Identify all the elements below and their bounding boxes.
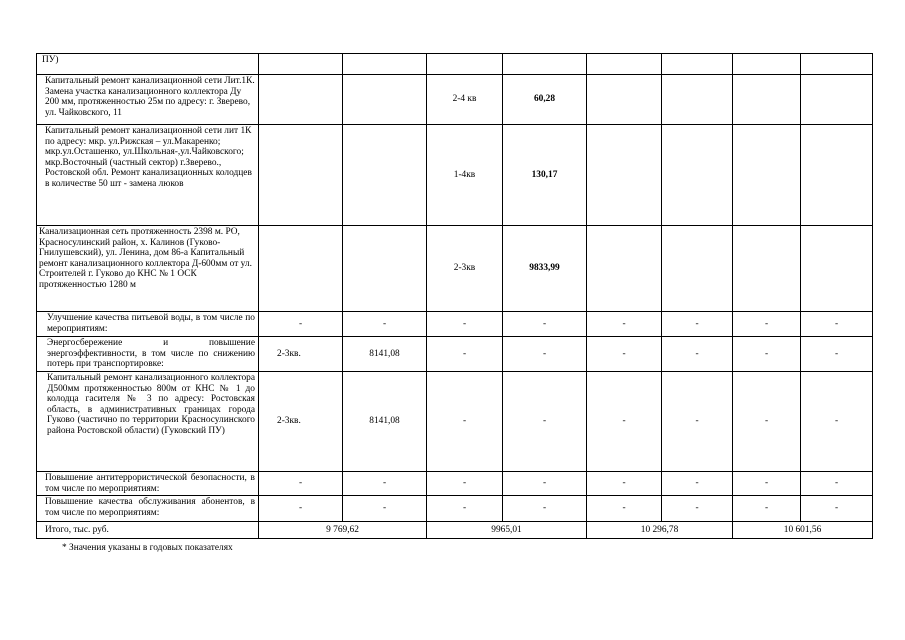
- cell: 1-4кв: [427, 125, 503, 226]
- footnote: * Значения указаны в годовых показателях: [62, 543, 233, 553]
- cell: -: [503, 337, 587, 372]
- total-year-2: 9965,01: [427, 522, 587, 539]
- cell: -: [587, 372, 662, 472]
- cell: -: [733, 337, 801, 372]
- cell: [587, 54, 662, 75]
- row-description: Капитальный ремонт канализационного коллектора Д500мм протяженностью 800м от КНС № 1 до колодца гасителя № 3 по адресу: Ростовская область, в административных границах города Гуково (частично по территории Красносулинского района Ростовской области) (Гуковский ПУ): [37, 372, 259, 472]
- cell: -: [801, 372, 873, 472]
- cell: -: [801, 337, 873, 372]
- cell: [427, 54, 503, 75]
- cell: -: [801, 496, 873, 522]
- cell: 130,17: [503, 125, 587, 226]
- cell: [801, 125, 873, 226]
- cell: -: [662, 312, 733, 337]
- cell: -: [662, 472, 733, 496]
- row-description: Повышение антитеррористической безопасности, в том числе по мероприятиям:: [37, 472, 259, 496]
- table-row: [37, 125, 873, 226]
- cell: [662, 226, 733, 312]
- cell: 2-3кв.: [259, 337, 343, 372]
- cell: [259, 125, 343, 226]
- cell: -: [587, 312, 662, 337]
- cell: [343, 54, 427, 75]
- cell: 8141,08: [343, 337, 427, 372]
- table-row: [37, 54, 873, 75]
- cell: [801, 226, 873, 312]
- cell: 8141,08: [343, 372, 427, 472]
- cell: -: [587, 337, 662, 372]
- cell: -: [662, 372, 733, 472]
- cell: -: [801, 312, 873, 337]
- cell: [662, 125, 733, 226]
- row-description: Повышение качества обслуживания абонентов, в том числе по мероприятиям:: [37, 496, 259, 522]
- cell: -: [587, 496, 662, 522]
- cell: -: [427, 472, 503, 496]
- total-year-4: 10 601,56: [733, 522, 873, 539]
- cell: [733, 226, 801, 312]
- cell: -: [427, 372, 503, 472]
- cell: -: [343, 496, 427, 522]
- cell: -: [343, 472, 427, 496]
- cell: 2-3кв.: [259, 372, 343, 472]
- total-row: [37, 522, 873, 539]
- table-row: [37, 337, 873, 372]
- cell: -: [503, 472, 587, 496]
- total-year-1: 9 769,62: [259, 522, 427, 539]
- cell: -: [503, 312, 587, 337]
- cell: [733, 54, 801, 75]
- cell: -: [427, 337, 503, 372]
- cell: -: [733, 496, 801, 522]
- cell: -: [343, 312, 427, 337]
- cell: -: [427, 496, 503, 522]
- cell: -: [662, 337, 733, 372]
- cell: [503, 54, 587, 75]
- row-description: Капитальный ремонт канализационной сети Лит.1К. Замена участка канализационного коллектора Ду 200 мм, протяженностью 25м по адресу: г. Зверево, ул. Чайковского, 11: [37, 75, 259, 125]
- cell: [801, 75, 873, 125]
- table-row: [37, 472, 873, 496]
- table-row: [37, 372, 873, 472]
- cell: [343, 226, 427, 312]
- cell: 9833,99: [503, 226, 587, 312]
- cell: -: [259, 496, 343, 522]
- cell: -: [733, 312, 801, 337]
- cell: -: [733, 372, 801, 472]
- cell: [587, 226, 662, 312]
- cell: [733, 75, 801, 125]
- cell: [259, 75, 343, 125]
- cell: [587, 125, 662, 226]
- cell: -: [662, 496, 733, 522]
- total-label: Итого, тыс. руб.: [37, 522, 259, 539]
- table-row: [37, 312, 873, 337]
- cell: [587, 75, 662, 125]
- cell: [662, 75, 733, 125]
- total-year-3: 10 296,78: [587, 522, 733, 539]
- cell: 2-3кв: [427, 226, 503, 312]
- cell: -: [259, 472, 343, 496]
- row-description: ПУ): [37, 54, 259, 75]
- cell: [801, 54, 873, 75]
- cell: -: [733, 472, 801, 496]
- table-row: [37, 75, 873, 125]
- cell: [343, 75, 427, 125]
- row-description: Улучшение качества питьевой воды, в том числе по мероприятиям:: [37, 312, 259, 337]
- cell: -: [259, 312, 343, 337]
- cell: -: [503, 372, 587, 472]
- row-description: Канализационная сеть протяженность 2398 м. РО, Красносулинский район, х. Калинов (Гуково-Гнилушевский), ул. Ленина, дом 86-а Капитальный ремонт канализационного коллектора Д-600мм от ул. Строителей г. Гуково до КНС № 1 ОСК протяженностью 1280 м: [37, 226, 259, 312]
- row-description: Энергосбережение и повышение энергоэффективности, в том числе по снижению потерь при транспортировке:: [37, 337, 259, 372]
- cell: [259, 54, 343, 75]
- table-row: [37, 226, 873, 312]
- cell: -: [587, 472, 662, 496]
- cell: [662, 54, 733, 75]
- cell: -: [801, 472, 873, 496]
- cell: -: [503, 496, 587, 522]
- cell: [733, 125, 801, 226]
- cell: [259, 226, 343, 312]
- table-row: [37, 496, 873, 522]
- cell: [343, 125, 427, 226]
- row-description: Капитальный ремонт канализационной сети лит 1К по адресу: мкр. ул.Рижская – ул.Макаренко; мкр.ул.Осташенко, ул.Школьная-,ул.Чайковского; мкр.Восточный (частный сектор) г.Зверево., Ростовской обл. Ремонт канализационных колодцев в количестве 50 шт - замена люков: [37, 125, 259, 226]
- investment-table: [36, 53, 873, 539]
- cell: 2-4 кв: [427, 75, 503, 125]
- cell: -: [427, 312, 503, 337]
- cell: 60,28: [503, 75, 587, 125]
